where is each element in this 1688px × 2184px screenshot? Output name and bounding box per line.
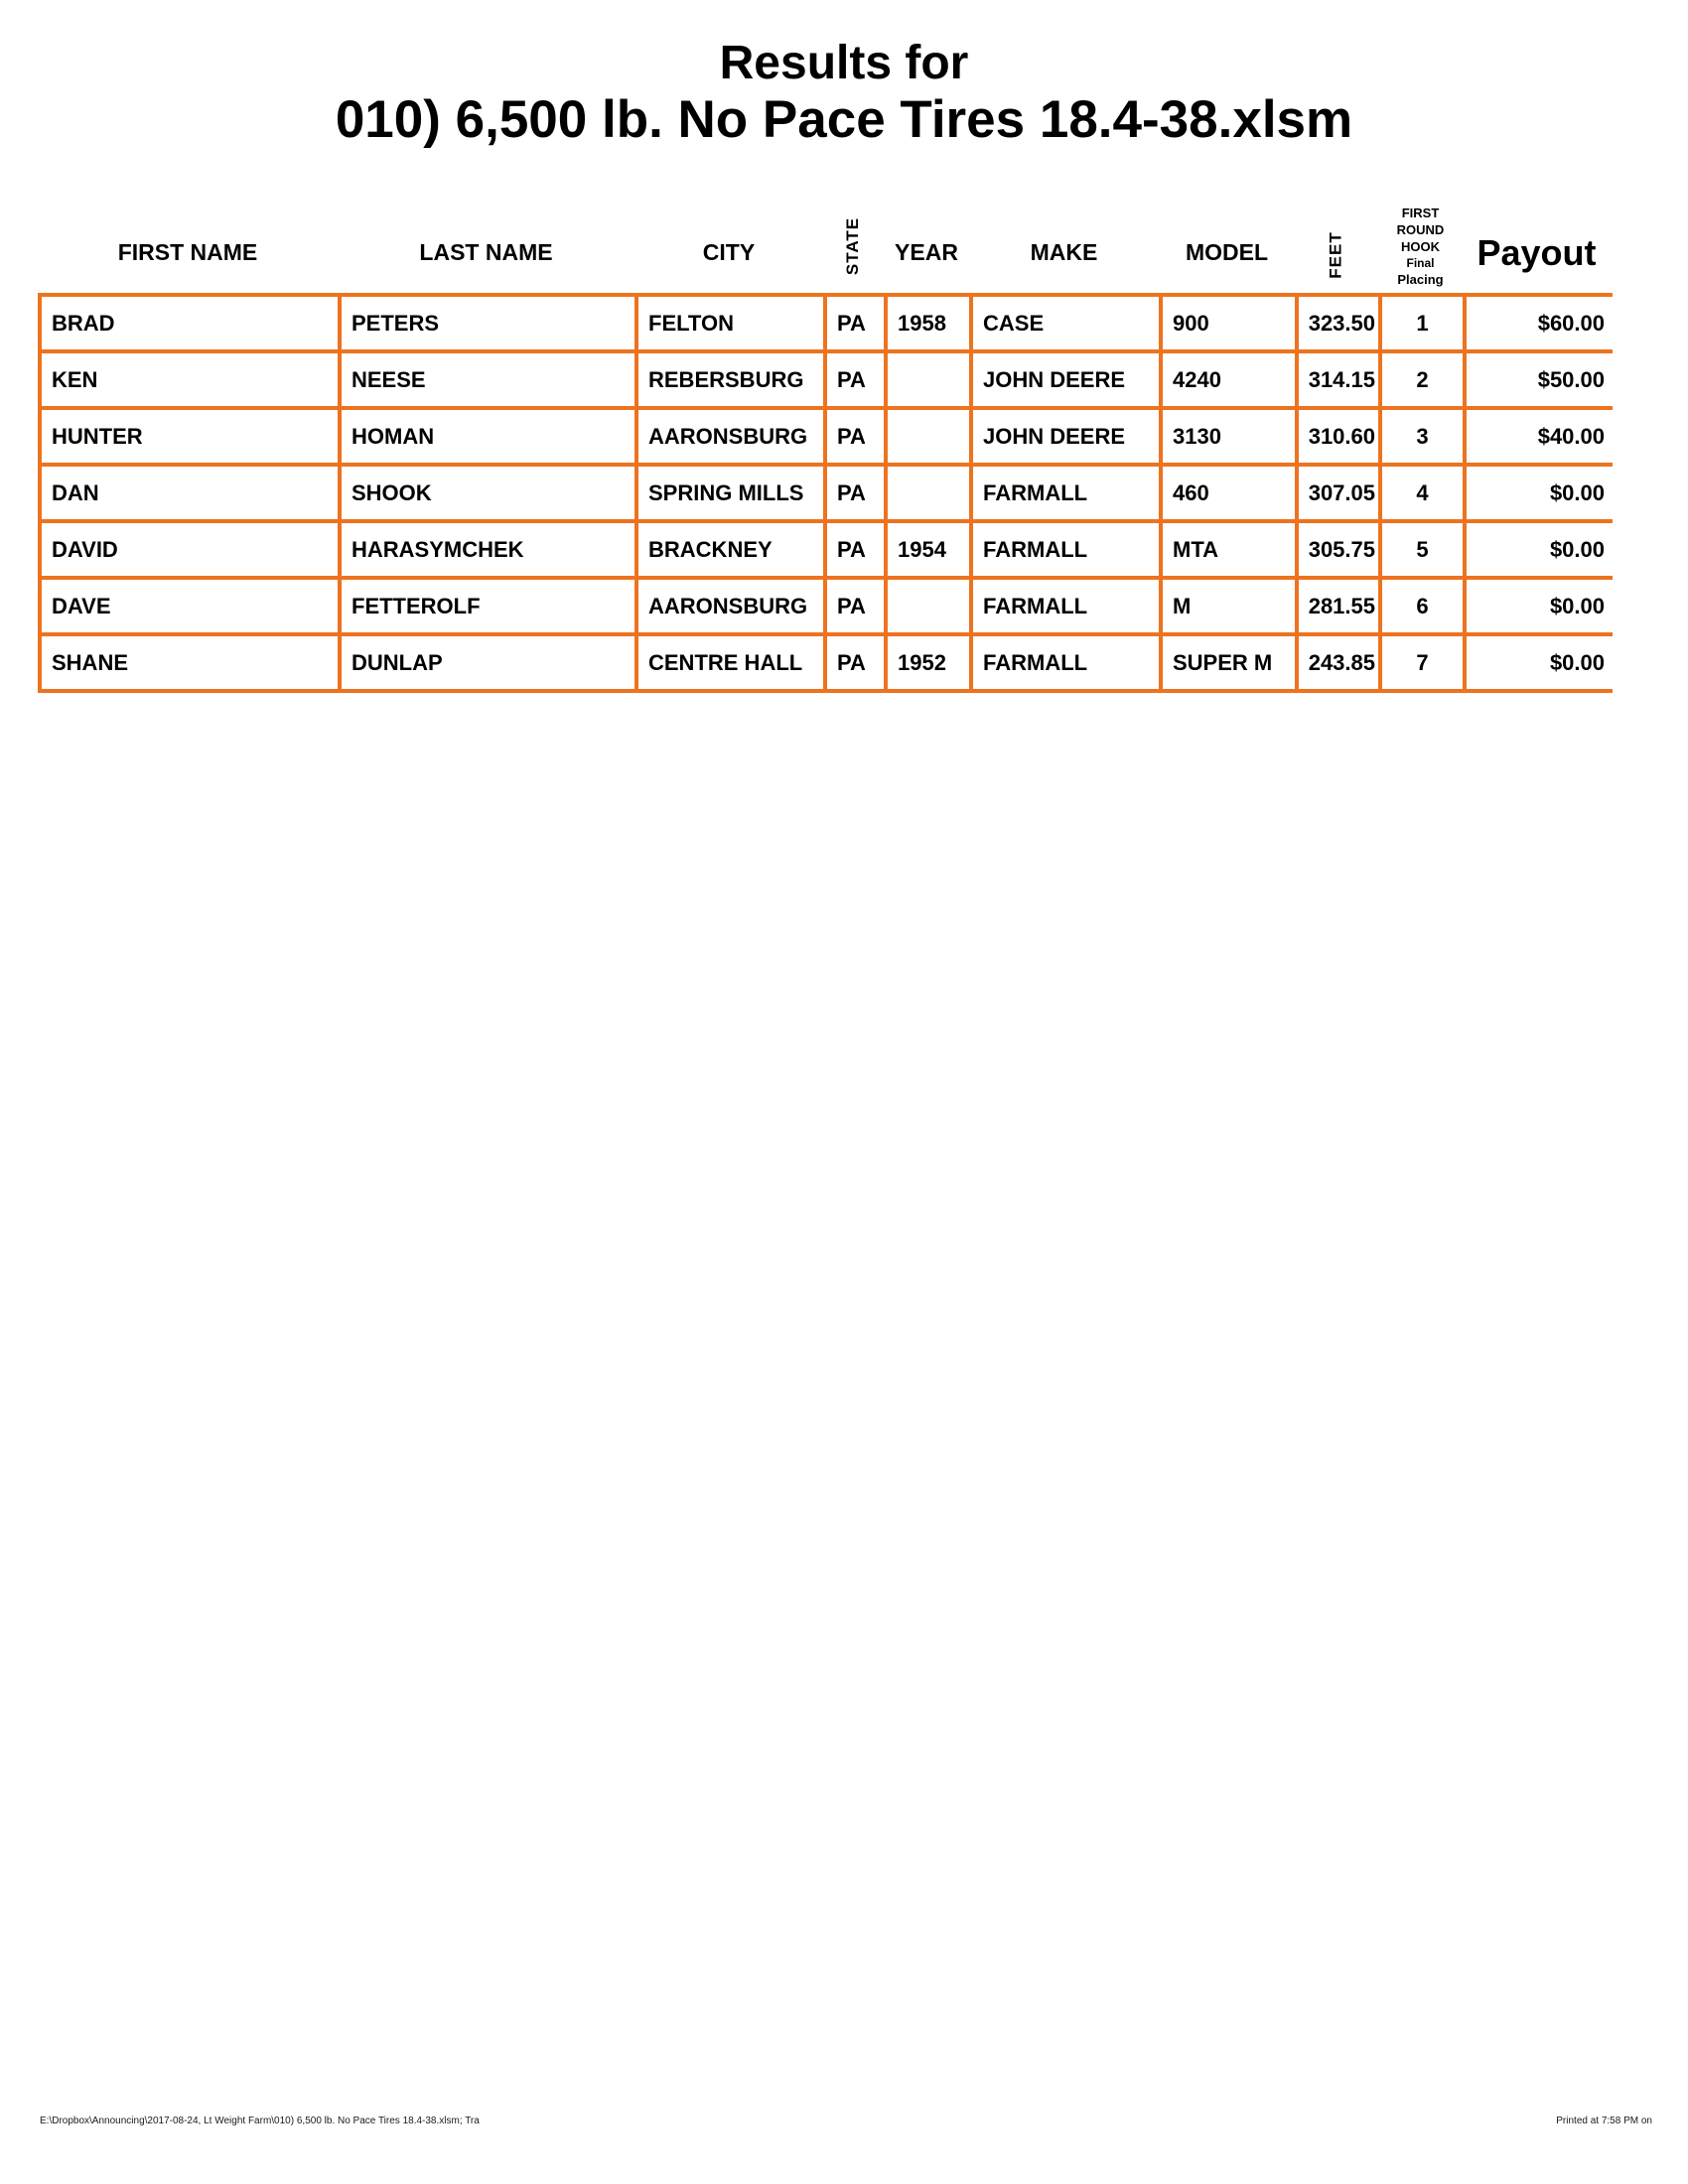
hook-header-line-2: ROUND <box>1396 222 1445 237</box>
cell-first-name: DAVE <box>40 578 340 634</box>
column-header-last-name: LAST NAME <box>419 239 553 265</box>
column-header-state-label: STATE <box>843 216 863 275</box>
table-row <box>40 578 1613 634</box>
cell-make: FARMALL <box>971 634 1161 691</box>
cell-placing: 4 <box>1380 465 1465 521</box>
cell-year <box>886 408 971 465</box>
cell-city: AARONSBURG <box>636 578 825 634</box>
cell-model: SUPER M <box>1161 634 1297 691</box>
cell-last-name: HARASYMCHEK <box>340 521 636 578</box>
cell-last-name: PETERS <box>340 295 636 351</box>
cell-payout: $0.00 <box>1465 634 1613 691</box>
cell-make: JOHN DEERE <box>971 408 1161 465</box>
cell-model: 460 <box>1161 465 1297 521</box>
hook-header-line-4: Final <box>1406 256 1435 270</box>
column-header-model: MODEL <box>1185 239 1269 265</box>
page-title-line1: Results for <box>719 37 969 89</box>
cell-city: AARONSBURG <box>636 408 825 465</box>
column-header-payout: Payout <box>1477 232 1597 273</box>
cell-make: JOHN DEERE <box>971 351 1161 408</box>
cell-placing: 6 <box>1380 578 1465 634</box>
cell-year <box>886 465 971 521</box>
cell-state: PA <box>825 521 886 578</box>
hook-header-line-5: Placing <box>1397 272 1444 287</box>
column-header-first-round-hook <box>1378 205 1463 288</box>
column-header-state <box>823 204 884 288</box>
cell-payout: $40.00 <box>1465 408 1613 465</box>
cell-feet: 305.75 <box>1297 521 1380 578</box>
cell-feet: 243.85 <box>1297 634 1380 691</box>
cell-feet: 314.15 <box>1297 351 1380 408</box>
cell-year <box>886 578 971 634</box>
cell-state: PA <box>825 578 886 634</box>
column-header-make: MAKE <box>1030 239 1098 265</box>
cell-model: M <box>1161 578 1297 634</box>
table-row <box>40 351 1613 408</box>
footer-printed-at: Printed at 7:58 PM on <box>1556 2116 1652 2126</box>
table-row <box>40 408 1613 465</box>
cell-feet: 310.60 <box>1297 408 1380 465</box>
cell-year: 1954 <box>886 521 971 578</box>
footer-file-path: E:\Dropbox\Announcing\2017-08-24, Lt Weight Farm\010) 6,500 lb. No Pace Tires 18.4-38.xlsm; Tra <box>40 2116 480 2126</box>
cell-last-name: HOMAN <box>340 408 636 465</box>
table-row <box>40 465 1613 521</box>
cell-city: BRACKNEY <box>636 521 825 578</box>
cell-model: MTA <box>1161 521 1297 578</box>
cell-year: 1952 <box>886 634 971 691</box>
cell-payout: $0.00 <box>1465 465 1613 521</box>
cell-last-name: FETTEROLF <box>340 578 636 634</box>
cell-first-name: DAN <box>40 465 340 521</box>
cell-payout: $50.00 <box>1465 351 1613 408</box>
cell-state: PA <box>825 408 886 465</box>
column-header-year: YEAR <box>895 239 958 265</box>
cell-payout: $0.00 <box>1465 521 1613 578</box>
cell-feet: 323.50 <box>1297 295 1380 351</box>
cell-state: PA <box>825 295 886 351</box>
cell-make: CASE <box>971 295 1161 351</box>
cell-make: FARMALL <box>971 521 1161 578</box>
table-row <box>40 295 1613 351</box>
cell-last-name: DUNLAP <box>340 634 636 691</box>
cell-city: FELTON <box>636 295 825 351</box>
cell-last-name: NEESE <box>340 351 636 408</box>
table-row <box>40 634 1613 691</box>
cell-placing: 3 <box>1380 408 1465 465</box>
cell-model: 900 <box>1161 295 1297 351</box>
cell-city: REBERSBURG <box>636 351 825 408</box>
column-header-first-name: FIRST NAME <box>117 239 258 265</box>
cell-first-name: SHANE <box>40 634 340 691</box>
cell-year: 1958 <box>886 295 971 351</box>
cell-feet: 281.55 <box>1297 578 1380 634</box>
column-header-feet-label: FEET <box>1326 231 1345 279</box>
results-table <box>38 293 1613 693</box>
cell-first-name: BRAD <box>40 295 340 351</box>
hook-header-line-3: HOOK <box>1401 239 1440 254</box>
cell-placing: 1 <box>1380 295 1465 351</box>
cell-make: FARMALL <box>971 578 1161 634</box>
cell-year <box>886 351 971 408</box>
cell-state: PA <box>825 634 886 691</box>
cell-model: 4240 <box>1161 351 1297 408</box>
cell-state: PA <box>825 465 886 521</box>
cell-model: 3130 <box>1161 408 1297 465</box>
cell-placing: 5 <box>1380 521 1465 578</box>
hook-header-line-1: FIRST <box>1401 205 1440 220</box>
cell-city: CENTRE HALL <box>636 634 825 691</box>
column-header-city: CITY <box>702 239 756 265</box>
cell-payout: $0.00 <box>1465 578 1613 634</box>
page-title-line2: 010) 6,500 lb. No Pace Tires 18.4-38.xlsm <box>335 90 1353 149</box>
column-header-feet <box>1295 224 1378 286</box>
cell-state: PA <box>825 351 886 408</box>
cell-placing: 7 <box>1380 634 1465 691</box>
cell-payout: $60.00 <box>1465 295 1613 351</box>
cell-feet: 307.05 <box>1297 465 1380 521</box>
table-row <box>40 521 1613 578</box>
cell-first-name: HUNTER <box>40 408 340 465</box>
cell-first-name: DAVID <box>40 521 340 578</box>
cell-last-name: SHOOK <box>340 465 636 521</box>
cell-city: SPRING MILLS <box>636 465 825 521</box>
cell-first-name: KEN <box>40 351 340 408</box>
cell-make: FARMALL <box>971 465 1161 521</box>
results-table-body <box>40 295 1613 691</box>
cell-placing: 2 <box>1380 351 1465 408</box>
